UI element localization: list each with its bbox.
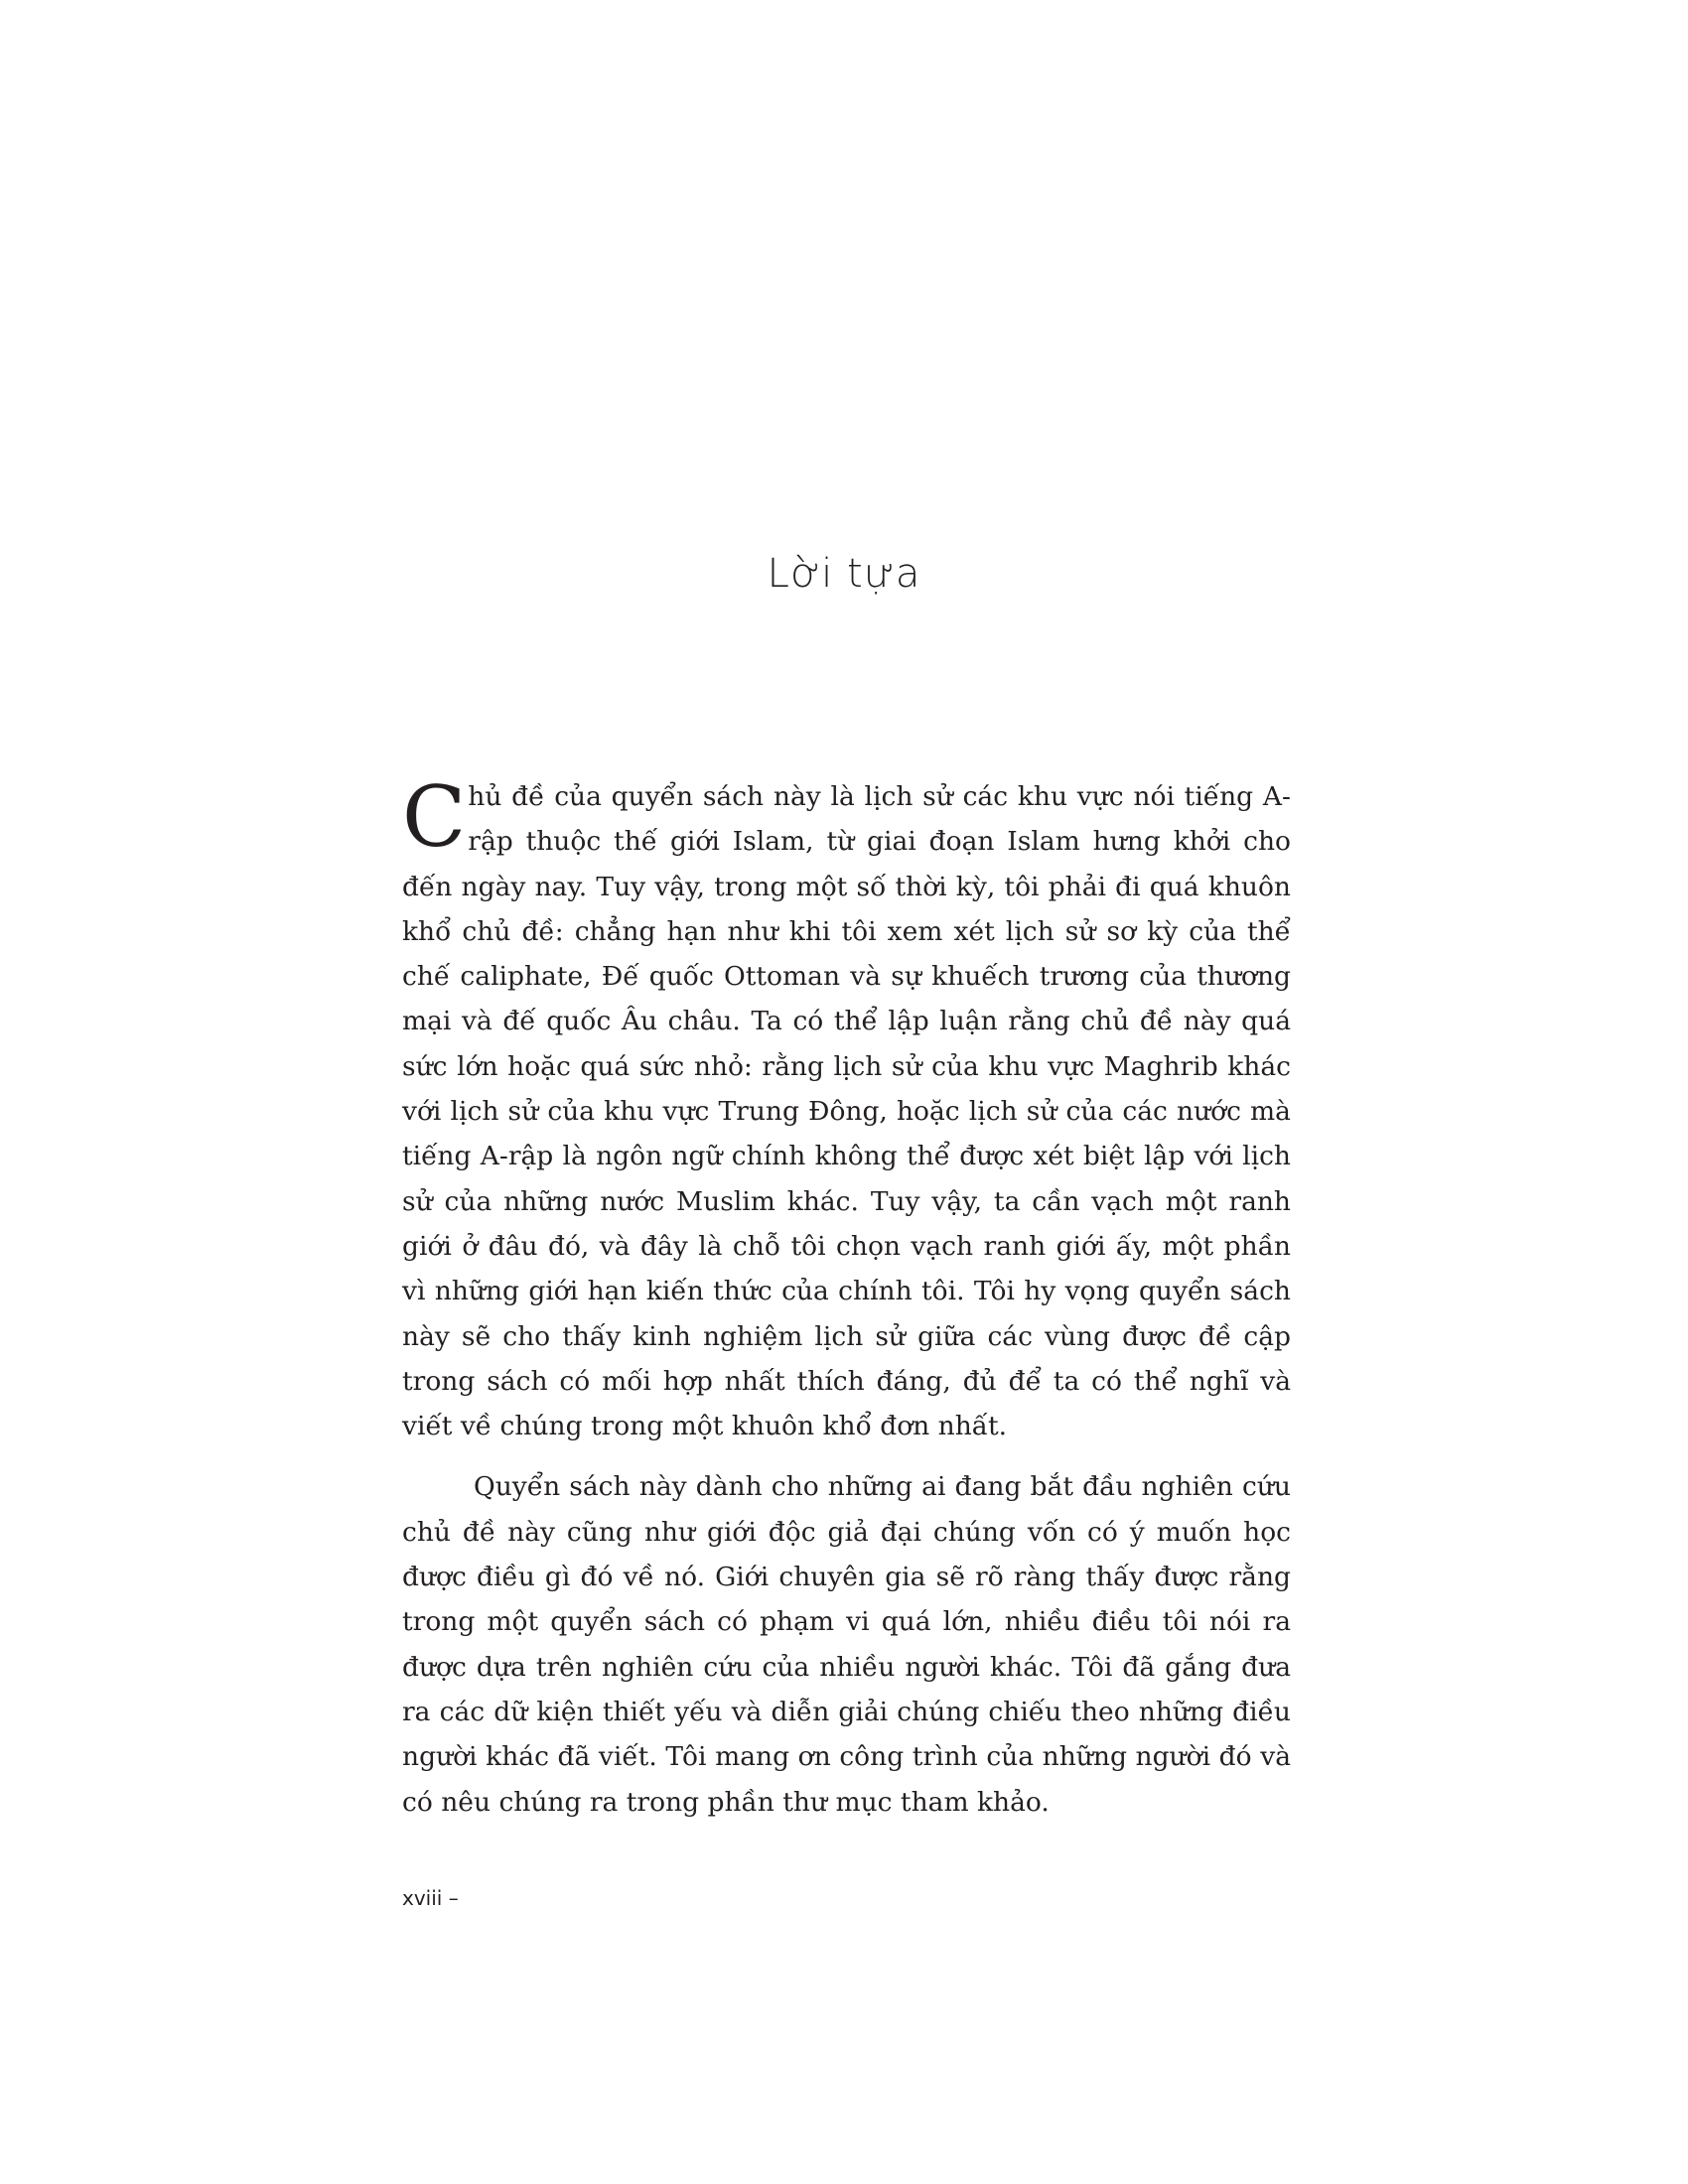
page-title: Lời tựa xyxy=(767,551,921,597)
body-text xyxy=(402,768,1291,1825)
paragraph-1-text: hủ đề của quyển sách này là lịch sử các khu vực nói tiếng A-rập thuộc thế giới Islam, từ giai đoạn Islam hưng khởi cho đến ngày nay. Tuy vậy, trong một số thời kỳ, tôi phải đi quá khuôn khổ chủ đề: chẳng hạn như khi tôi xem xét lịch sử sơ kỳ của thể chế caliphate, Đế quốc Ottoman và sự khuếch trương của thương mại và đế quốc Âu châu. Ta có thể lập luận rằng chủ đề này quá sức lớn hoặc quá sức nhỏ: rằng lịch sử của khu vực Maghrib khác với lịch sử của khu vực Trung Đông, hoặc lịch sử của các nước mà tiếng A-rập là ngôn ngữ chính không thể được xét biệt lập với lịch sử của những nước Muslim khác. Tuy vậy, ta cần vạch một ranh giới ở đâu đó, và đây là chỗ tôi chọn vạch ranh giới ấy, một phần vì những giới hạn kiến thức của chính tôi. Tôi hy vọng quyển sách này sẽ cho thấy kinh nghiệm lịch sử giữa các vùng được đề cập trong sách có mối hợp nhất thích đáng, đủ để ta có thể nghĩ và viết về chúng trong một khuôn khổ đơn nhất. xyxy=(402,781,1291,1442)
paragraph-1 xyxy=(402,768,1291,1448)
drop-cap: C xyxy=(402,768,467,866)
paragraph-2: Quyển sách này dành cho những ai đang bắt đầu nghiên cứu chủ đề này cũng như giới độc giả đại chúng vốn có ý muốn học được điều gì đó về nó. Giới chuyên gia sẽ rõ ràng thấy được rằng trong một quyển sách có phạm vi quá lớn, nhiều điều tôi nói ra được dựa trên nghiên cứu của nhiều người khác. Tôi đã gắng đưa ra các dữ kiện thiết yếu và diễn giải chúng chiếu theo những điều người khác đã viết. Tôi mang ơn công trình của những người đó và có nêu chúng ra trong phần thư mục tham khảo. xyxy=(402,1471,1291,1818)
page-number: xviii – xyxy=(402,1886,459,1910)
